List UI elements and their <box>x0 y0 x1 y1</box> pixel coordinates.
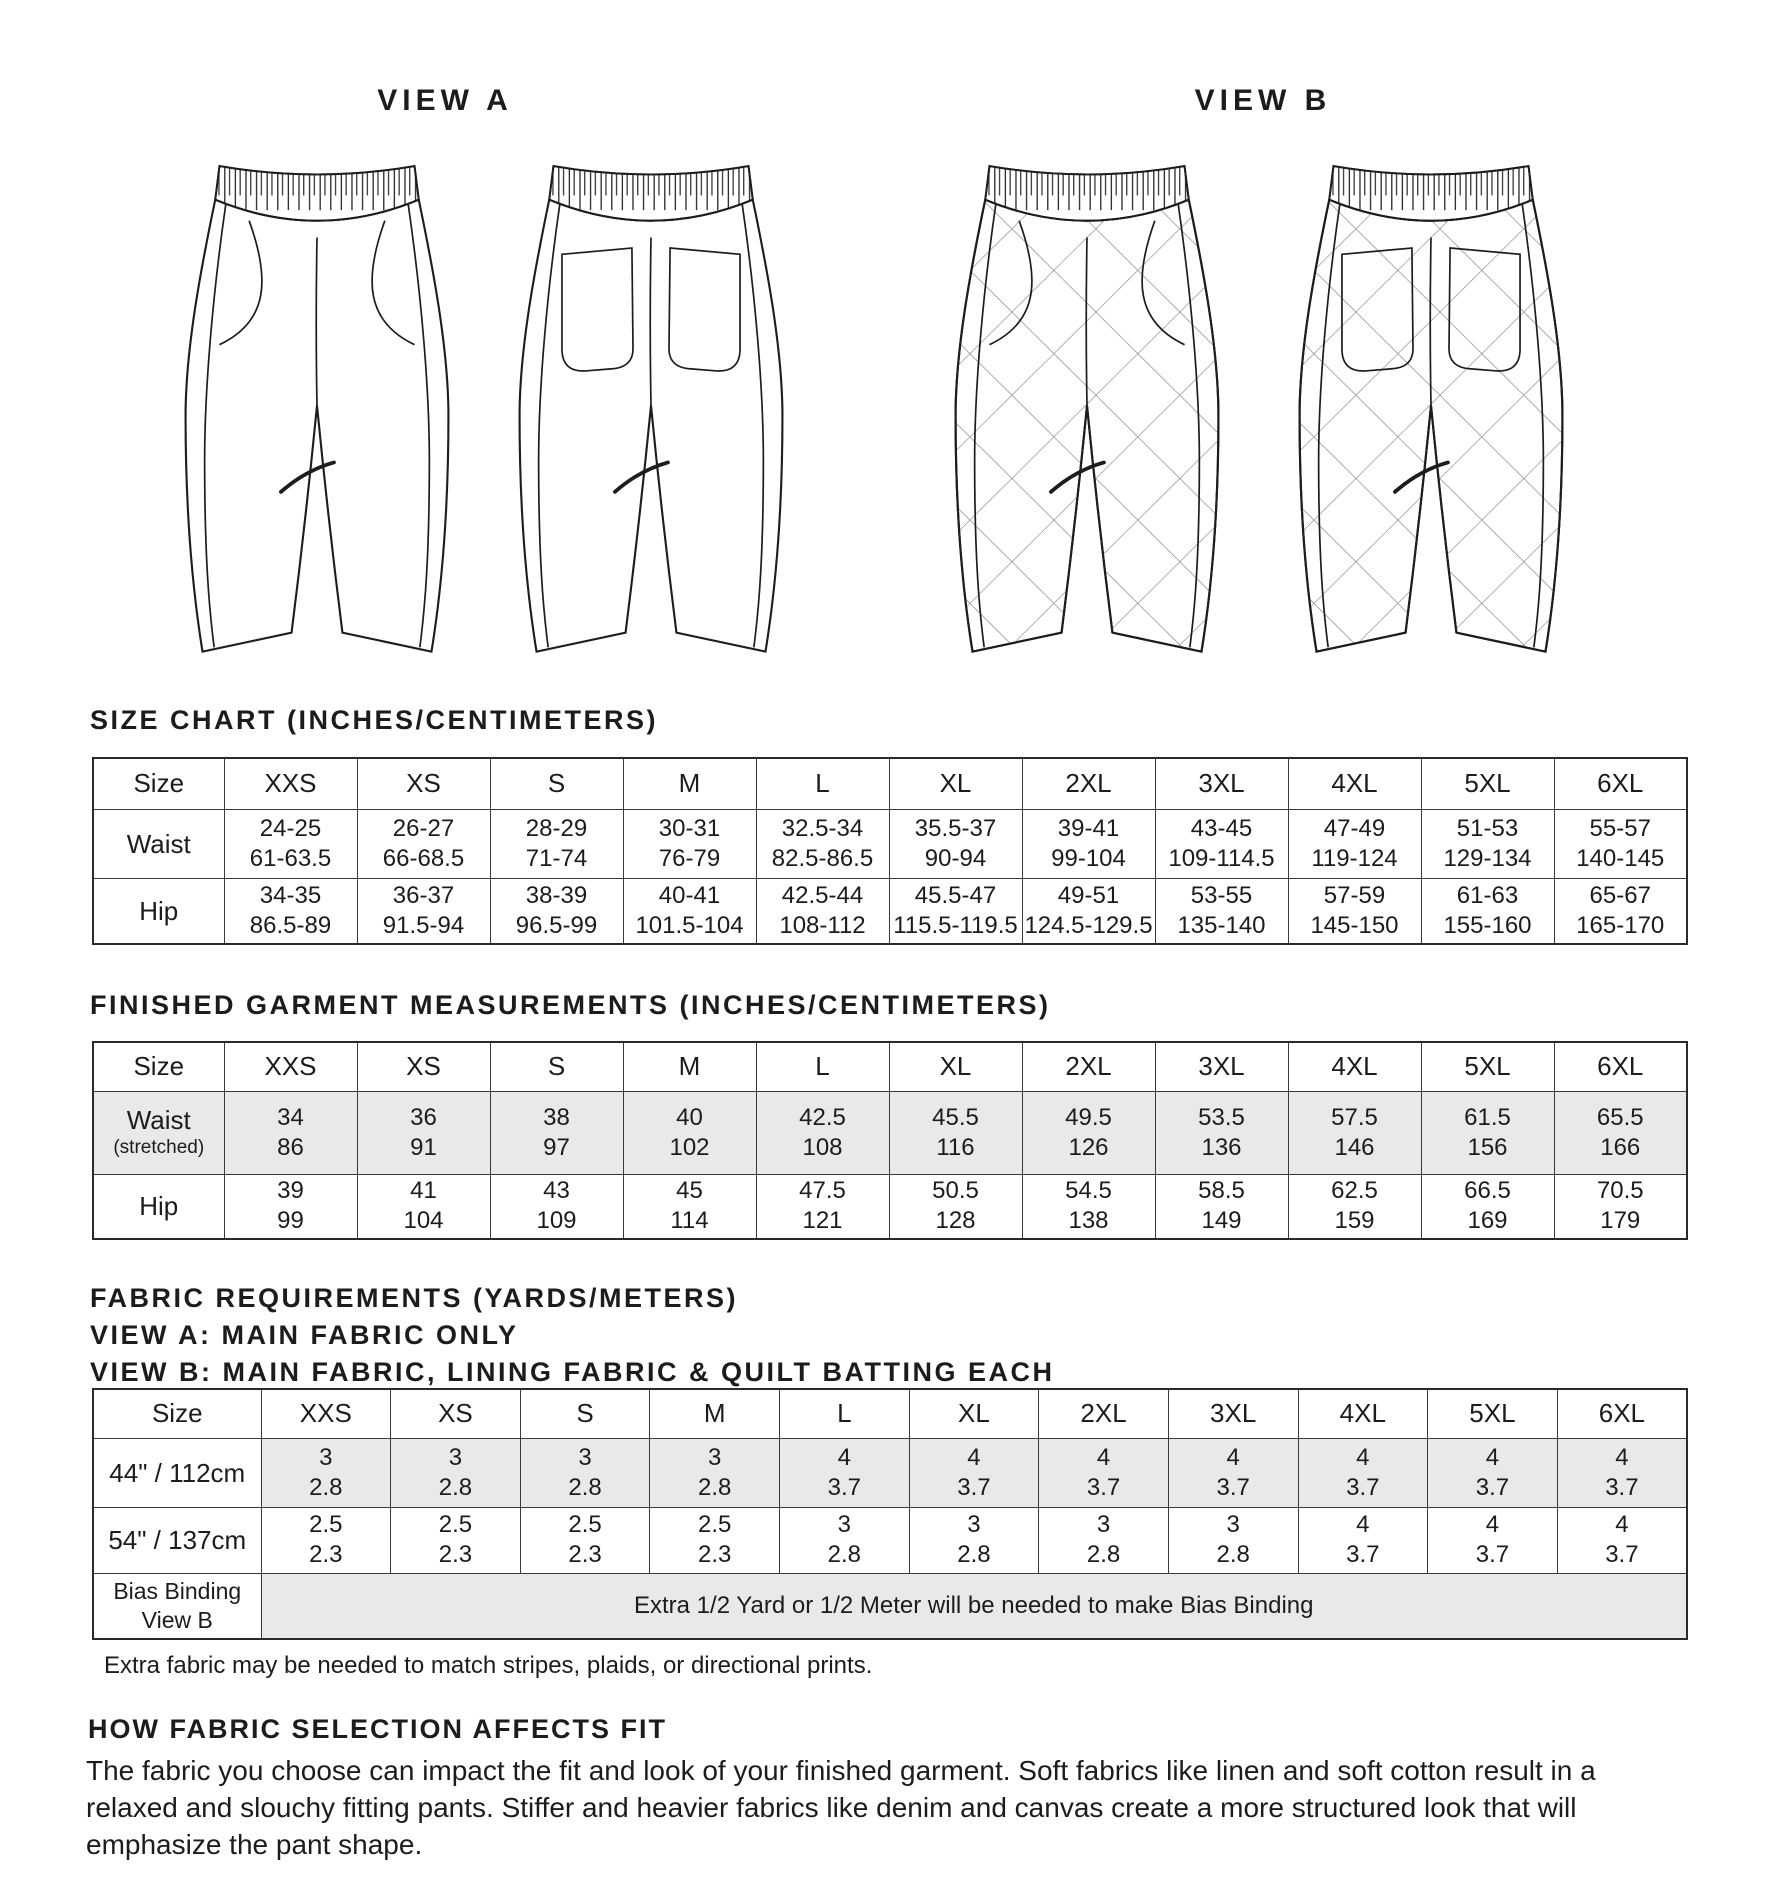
size-header-5xl: 5XL <box>1421 1042 1554 1091</box>
measurement-cell: 51-53 129-134 <box>1421 809 1554 878</box>
size-header-m: M <box>623 1042 756 1091</box>
measurement-cell: 41 104 <box>357 1174 490 1239</box>
measurement-cell: 2.5 2.3 <box>520 1507 650 1573</box>
size-header-xs: XS <box>357 758 490 809</box>
measurement-cell: 2.5 2.3 <box>391 1507 521 1573</box>
size-header-s: S <box>520 1389 650 1438</box>
fit-section-body: The fabric you choose can impact the fit and look of your finished garment. Soft fabrics like linen and soft cotton result in a relaxed and slouchy fitting pants. Stiffer and heavier fabrics like denim and canvas create a more structured look that will emphasize the pant shape. <box>86 1755 1596 1860</box>
measurement-cell: 3 2.8 <box>520 1438 650 1507</box>
size-header-4xl: 4XL <box>1298 1389 1428 1438</box>
measurement-cell: 4 3.7 <box>780 1438 910 1507</box>
measurement-cell: 47-49 119-124 <box>1288 809 1421 878</box>
size-header-3xl: 3XL <box>1168 1389 1298 1438</box>
measurement-cell: 3 2.8 <box>1039 1507 1169 1573</box>
measurement-cell: 35.5-37 90-94 <box>889 809 1022 878</box>
measurement-cell: 3 2.8 <box>780 1507 910 1573</box>
measurement-cell: 39 99 <box>224 1174 357 1239</box>
measurement-cell: 4 3.7 <box>1298 1507 1428 1573</box>
measurement-cell: 2.5 2.3 <box>650 1507 780 1573</box>
fabric-heading-line1: FABRIC REQUIREMENTS (YARDS/METERS) <box>90 1283 739 1313</box>
size-header-l: L <box>756 1042 889 1091</box>
measurement-cell: 40 102 <box>623 1091 756 1174</box>
size-header-3xl: 3XL <box>1155 758 1288 809</box>
table-row <box>93 1438 1687 1507</box>
measurement-cell: 3 2.8 <box>391 1438 521 1507</box>
measurement-cell: 65.5 166 <box>1554 1091 1687 1174</box>
measurement-cell: 4 3.7 <box>909 1438 1039 1507</box>
measurement-cell: 54.5 138 <box>1022 1174 1155 1239</box>
size-header-4xl: 4XL <box>1288 758 1421 809</box>
measurement-cell: 4 3.7 <box>1428 1507 1558 1573</box>
measurement-cell: 57.5 146 <box>1288 1091 1421 1174</box>
measurement-cell: 45 114 <box>623 1174 756 1239</box>
view-b-front-quilted-pants-drawing <box>928 145 1246 660</box>
size-chart-heading: SIZE CHART (INCHES/CENTIMETERS) <box>90 705 659 735</box>
measurement-cell: 45.5-47 115.5-119.5 <box>889 878 1022 944</box>
measurement-cell: 42.5 108 <box>756 1091 889 1174</box>
view-a-front-pants-drawing <box>158 145 476 660</box>
size-header-6xl: 6XL <box>1557 1389 1687 1438</box>
table-row <box>93 878 1687 944</box>
measurement-cell: 34-35 86.5-89 <box>224 878 357 944</box>
measurement-cell: 43 109 <box>490 1174 623 1239</box>
size-header-l: L <box>780 1389 910 1438</box>
measurement-cell: 50.5 128 <box>889 1174 1022 1239</box>
measurement-cell: 39-41 99-104 <box>1022 809 1155 878</box>
measurement-cell: 43-45 109-114.5 <box>1155 809 1288 878</box>
measurement-cell: 38-39 96.5-99 <box>490 878 623 944</box>
fabric-heading-line3: VIEW B: MAIN FABRIC, LINING FABRIC & QUILT BATTING EACH <box>90 1357 1055 1387</box>
measurement-cell: 53.5 136 <box>1155 1091 1288 1174</box>
measurement-cell: 40-41 101.5-104 <box>623 878 756 944</box>
row-label: 54" / 137cm <box>93 1507 261 1573</box>
measurement-cell: 53-55 135-140 <box>1155 878 1288 944</box>
row-label: Waist <box>93 809 224 878</box>
measurement-cell: 61-63 155-160 <box>1421 878 1554 944</box>
measurement-cell: 4 3.7 <box>1168 1438 1298 1507</box>
size-header-xxs: XXS <box>261 1389 391 1438</box>
table-row <box>93 1091 1687 1174</box>
finished-garment-table <box>92 1041 1688 1240</box>
extra-fabric-footnote: Extra fabric may be needed to match stripes, plaids, or directional prints. <box>104 1652 873 1679</box>
size-header-m: M <box>650 1389 780 1438</box>
size-column-header: Size <box>93 758 224 809</box>
fabric-requirements-table <box>92 1388 1688 1640</box>
size-column-header: Size <box>93 1042 224 1091</box>
size-header-xs: XS <box>357 1042 490 1091</box>
view-a-label: VIEW A <box>377 84 513 117</box>
measurement-cell: 38 97 <box>490 1091 623 1174</box>
measurement-cell: 28-29 71-74 <box>490 809 623 878</box>
measurement-cell: 70.5 179 <box>1554 1174 1687 1239</box>
measurement-cell: 4 3.7 <box>1428 1438 1558 1507</box>
fabric-requirements-heading <box>90 1280 1054 1391</box>
row-label: Waist (stretched) <box>93 1091 224 1174</box>
measurement-cell: 4 3.7 <box>1039 1438 1169 1507</box>
size-header-2xl: 2XL <box>1022 758 1155 809</box>
measurement-cell: 57-59 145-150 <box>1288 878 1421 944</box>
size-header-s: S <box>490 1042 623 1091</box>
size-header-xl: XL <box>909 1389 1039 1438</box>
measurement-cell: 3 2.8 <box>650 1438 780 1507</box>
measurement-cell: 65-67 165-170 <box>1554 878 1687 944</box>
size-header-2xl: 2XL <box>1022 1042 1155 1091</box>
measurement-cell: 55-57 140-145 <box>1554 809 1687 878</box>
bias-binding-note: Extra 1/2 Yard or 1/2 Meter will be needed to make Bias Binding <box>261 1573 1687 1639</box>
size-header-2xl: 2XL <box>1039 1389 1169 1438</box>
measurement-cell: 49.5 126 <box>1022 1091 1155 1174</box>
size-header-xxs: XXS <box>224 1042 357 1091</box>
measurement-cell: 62.5 159 <box>1288 1174 1421 1239</box>
view-a-back-pants-drawing <box>492 145 810 660</box>
bias-binding-row <box>93 1573 1687 1639</box>
size-chart-table <box>92 757 1688 945</box>
size-header-xs: XS <box>391 1389 521 1438</box>
measurement-cell: 47.5 121 <box>756 1174 889 1239</box>
size-header-5xl: 5XL <box>1428 1389 1558 1438</box>
measurement-cell: 30-31 76-79 <box>623 809 756 878</box>
measurement-cell: 45.5 116 <box>889 1091 1022 1174</box>
table-row <box>93 1174 1687 1239</box>
size-column-header: Size <box>93 1389 261 1438</box>
measurement-cell: 32.5-34 82.5-86.5 <box>756 809 889 878</box>
size-header-s: S <box>490 758 623 809</box>
measurement-cell: 3 2.8 <box>261 1438 391 1507</box>
measurement-cell: 34 86 <box>224 1091 357 1174</box>
measurement-cell: 4 3.7 <box>1557 1438 1687 1507</box>
size-header-6xl: 6XL <box>1554 758 1687 809</box>
table-row <box>93 809 1687 878</box>
measurement-cell: 61.5 156 <box>1421 1091 1554 1174</box>
view-b-back-quilted-pants-drawing <box>1272 145 1590 660</box>
view-b-label: VIEW B <box>1194 84 1332 117</box>
size-header-6xl: 6XL <box>1554 1042 1687 1091</box>
fit-section-heading: HOW FABRIC SELECTION AFFECTS FIT <box>88 1714 667 1744</box>
size-header-4xl: 4XL <box>1288 1042 1421 1091</box>
measurement-cell: 3 2.8 <box>1168 1507 1298 1573</box>
table-row <box>93 1507 1687 1573</box>
size-header-3xl: 3XL <box>1155 1042 1288 1091</box>
measurement-cell: 36-37 91.5-94 <box>357 878 490 944</box>
row-label: Hip <box>93 1174 224 1239</box>
row-label: 44" / 112cm <box>93 1438 261 1507</box>
finished-garment-heading: FINISHED GARMENT MEASUREMENTS (INCHES/CENTIMETERS) <box>90 990 1051 1020</box>
size-header-5xl: 5XL <box>1421 758 1554 809</box>
measurement-cell: 2.5 2.3 <box>261 1507 391 1573</box>
size-header-xl: XL <box>889 758 1022 809</box>
size-header-xxs: XXS <box>224 758 357 809</box>
measurement-cell: 36 91 <box>357 1091 490 1174</box>
fabric-heading-line2: VIEW A: MAIN FABRIC ONLY <box>90 1320 519 1350</box>
measurement-cell: 49-51 124.5-129.5 <box>1022 878 1155 944</box>
measurement-cell: 58.5 149 <box>1155 1174 1288 1239</box>
measurement-cell: 26-27 66-68.5 <box>357 809 490 878</box>
measurement-cell: 42.5-44 108-112 <box>756 878 889 944</box>
row-label: Hip <box>93 878 224 944</box>
measurement-cell: 3 2.8 <box>909 1507 1039 1573</box>
size-header-xl: XL <box>889 1042 1022 1091</box>
size-header-m: M <box>623 758 756 809</box>
bias-binding-label: Bias Binding View B <box>93 1573 261 1639</box>
measurement-cell: 24-25 61-63.5 <box>224 809 357 878</box>
measurement-cell: 4 3.7 <box>1298 1438 1428 1507</box>
size-header-l: L <box>756 758 889 809</box>
measurement-cell: 66.5 169 <box>1421 1174 1554 1239</box>
measurement-cell: 4 3.7 <box>1557 1507 1687 1573</box>
